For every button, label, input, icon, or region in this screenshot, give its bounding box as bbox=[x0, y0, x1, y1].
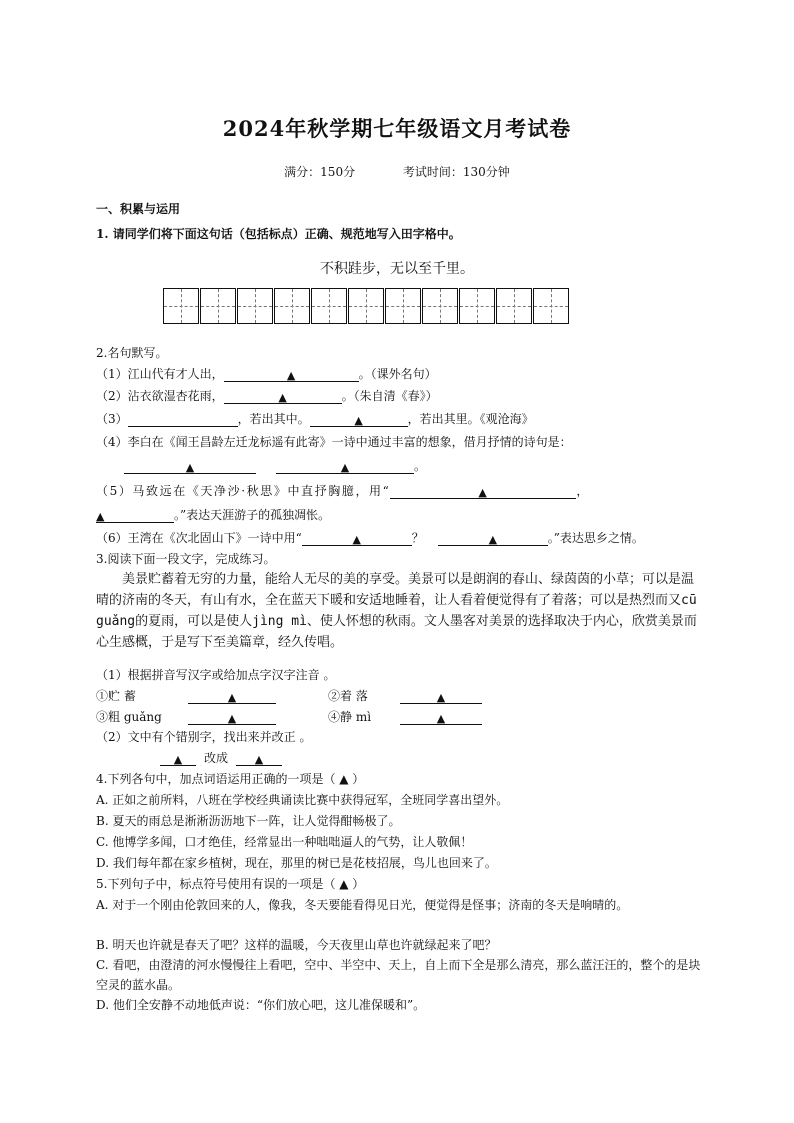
answer-blank[interactable]: ▲ bbox=[276, 459, 414, 474]
q1-stem: 1. 请同学们将下面这句话（包括标点）正确、规范地写入田字格中。 bbox=[96, 227, 461, 241]
q2-line1: （1）江山代有才人出， ▲ 。（课外名句） bbox=[96, 367, 437, 382]
exam-meta bbox=[0, 163, 794, 180]
tianzige-grid[interactable] bbox=[163, 288, 570, 324]
q5-option-b[interactable]: B. 明天也许就是春天了吧？这样的温暖，今天夜里山草也许就绿起来了吧？ bbox=[96, 938, 497, 952]
q3-stem: 3.阅读下面一段文字，完成练习。 bbox=[96, 552, 276, 566]
answer-blank[interactable]: ▲ bbox=[188, 689, 276, 704]
answer-blank[interactable]: ▲ bbox=[400, 689, 482, 704]
q4-option-a[interactable]: A. 正如之前所料，八班在学校经典诵读比赛中获得冠军，全班同学喜出望外。 bbox=[96, 793, 509, 807]
q2-line4: （4）李白在《闻王昌龄左迁龙标遥有此寄》一诗中通过丰富的想象，借月抒情的诗句是： bbox=[96, 435, 572, 449]
q5-option-a[interactable]: A. 对于一个刚由伦敦回来的人，像我，冬天要能看得见日光，便觉得是怪事；济南的冬天是响晴的。 bbox=[96, 898, 629, 912]
answer-blank[interactable]: ▲ bbox=[302, 531, 412, 546]
q2-stem: 2.名句默写。 bbox=[96, 346, 168, 360]
answer-blank[interactable]: ▲ bbox=[188, 710, 276, 725]
exam-time: 考试时间：130分钟 bbox=[402, 165, 510, 179]
tianzige-cell[interactable] bbox=[311, 288, 347, 324]
q3-row2: ③粗 guǎng ▲ ④静 mì ▲ bbox=[96, 709, 482, 725]
exam-title: 2024年秋学期七年级语文月考试卷 bbox=[222, 116, 572, 141]
answer-blank[interactable]: ▲ bbox=[224, 367, 359, 382]
answer-blank[interactable]: ▲ bbox=[124, 459, 256, 474]
answer-blank[interactable]: ▲ bbox=[400, 710, 482, 725]
q3-row1: ①贮 蓄 ▲ ②着 落 ▲ bbox=[96, 688, 482, 704]
q2-line3: （3） ，若出其中。 ▲ ，若出其里。《观沧海》 bbox=[96, 412, 534, 427]
tianzige-cell[interactable] bbox=[533, 288, 569, 324]
q2-line2: （2）沾衣欲湿杏花雨， ▲ 。（朱自清《春》） bbox=[96, 389, 438, 404]
q5-stem: 5.下列句子中，标点符号使用有误的一项是（ ▲ ） bbox=[96, 877, 365, 891]
answer-blank[interactable]: ▲ bbox=[236, 751, 282, 766]
full-score: 满分：150分 bbox=[284, 165, 356, 179]
q2-line5-cont: ▲ 。”表达天涯游子的孤独凋怅。 bbox=[96, 508, 331, 523]
q5-option-d[interactable]: D. 他们全安静不动地低声说：“你们放心吧，这儿准保暖和”。 bbox=[96, 998, 426, 1012]
tianzige-cell[interactable] bbox=[385, 288, 421, 324]
section-heading: 一、积累与运用 bbox=[96, 202, 181, 216]
tianzige-cell[interactable] bbox=[237, 288, 273, 324]
q2-line5: （5）马致远在《天净沙·秋思》中直抒胸臆，用“ ▲ ， bbox=[96, 484, 590, 499]
tianzige-cell[interactable] bbox=[274, 288, 310, 324]
tianzige-cell[interactable] bbox=[496, 288, 532, 324]
q2-line6: （6）王湾在《次北固山下》一诗中用“ ▲ ？ ▲ 。”表达思乡之情。 bbox=[96, 531, 644, 546]
q2-line4-answer: ▲ ▲ 。 bbox=[124, 458, 426, 474]
q4-option-b[interactable]: B. 夏天的雨总是淅淅沥沥地下一阵，让人觉得酣畅极了。 bbox=[96, 814, 401, 828]
answer-blank[interactable]: ▲ bbox=[390, 484, 576, 499]
q1-sentence: 不积跬步，无以至千里。 bbox=[320, 261, 474, 277]
answer-blank[interactable]: ▲ bbox=[310, 412, 408, 427]
q3-passage: 美景贮蓄着无穷的力量，能给人无尽的美的享受。美景可以是朗润的春山、绿茵茵的小草；可以是温晴的济南的冬天，有山有水，全在蓝天下暖和安适地睡着，让人看着便觉得有了着落；可以是热烈而又cū guǎng的夏雨，可以是使人jìng mì、使人怀想的秋雨。文人墨客对美景的选择取决于内心，欣赏美景而心生感概，于是写下至美篇章，经久传唱。 bbox=[96, 572, 697, 650]
q4-option-c[interactable]: C. 他博学多闻，口才绝佳，经常显出一种咄咄逼人的气势，让人敬佩！ bbox=[96, 835, 473, 849]
tianzige-cell[interactable] bbox=[459, 288, 495, 324]
answer-blank[interactable] bbox=[128, 412, 238, 427]
answer-blank[interactable]: ▲ bbox=[96, 508, 174, 523]
answer-blank[interactable]: ▲ bbox=[224, 389, 342, 404]
tianzige-cell[interactable] bbox=[348, 288, 384, 324]
q4-stem: 4.下列各句中，加点词语运用正确的一项是（ ▲ ） bbox=[96, 772, 365, 786]
q5-option-c[interactable]: C. 看吧，由澄清的河水慢慢往上看吧，空中、半空中、天上，自上而下全是那么清亮，那么蓝汪汪的，整个的是块空灵的蓝水晶。 bbox=[96, 958, 701, 992]
q3-sub1: （1）根据拼音写汉字或给加点字汉字注音 。 bbox=[96, 668, 336, 682]
tianzige-cell[interactable] bbox=[163, 288, 199, 324]
q4-option-d[interactable]: D. 我们每年都在家乡植树，现在，那里的树已是花枝招展，鸟儿也回来了。 bbox=[96, 856, 497, 870]
tianzige-cell[interactable] bbox=[422, 288, 458, 324]
tianzige-cell[interactable] bbox=[200, 288, 236, 324]
answer-blank[interactable]: ▲ bbox=[160, 751, 196, 766]
q3-sub2: （2）文中有个错别字，找出来并改正 。 bbox=[96, 730, 312, 744]
q3-correction: ▲ 改成 ▲ bbox=[160, 750, 282, 766]
answer-blank[interactable]: ▲ bbox=[438, 531, 548, 546]
